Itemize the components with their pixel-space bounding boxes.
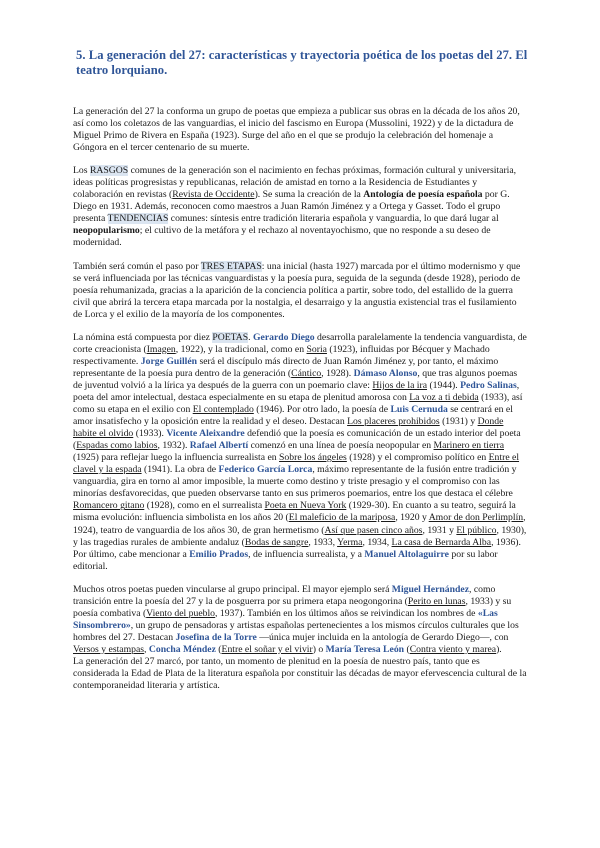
work-title: Imagen <box>146 343 176 355</box>
author-name: Jorge Guillén <box>140 355 198 367</box>
work-title: Los placeres prohibidos <box>347 416 440 428</box>
highlight-rasgos: RASGOS <box>89 165 129 177</box>
work-title: Yerma <box>337 536 363 548</box>
paragraph-rasgos: Los RASGOS comunes de la generación son el nacimiento en fechas próximas, formación cultural y universitaria, ideas políticas progresistas y republicanas, relación de amistad en torno a la Residencia de Estudiantes y colaboración en revistas (Revista de Occidente). Se suma la creación de la Antología de poesía española por G. Diego en 1931. Además, reconocen como maestros a Juan Ramón Jiménez y a Ortega y Gasset. Todo el grupo presenta TENDENCIAS comunes: síntesis entre tradición literaria española y vanguardia, lo que dará lugar al neopopularismo; el cultivo de la metáfora y el rechazo al noventayochismo, que no responde a su deseo de modernidad. <box>73 165 517 249</box>
work-title: Así que pasen cinco años <box>324 524 423 536</box>
work-title: Contra viento y marea <box>409 643 497 655</box>
author-name: Federico García Lorca <box>218 464 313 476</box>
highlight-poetas: POETAS <box>212 331 249 343</box>
work-title: Espadas como labios <box>76 440 158 452</box>
section-heading: 5. La generación del 27: características y trayectoria poética de los poetas del 27. El teatro lorquiano. <box>76 48 528 77</box>
author-name: Emilio Prados <box>189 548 249 560</box>
work-title: Poeta en Nueva York <box>264 500 347 512</box>
work-title: Marinero en tierra <box>433 440 504 452</box>
work-title: Versos y estampas <box>73 643 145 655</box>
work-title: Perito en lunas <box>407 595 466 607</box>
author-name: María Teresa León <box>325 643 405 655</box>
work-title: Entre el clavel y la espada <box>73 452 520 476</box>
author-name: Luis Cernuda <box>390 404 448 416</box>
work-title: Sobre los ángeles <box>279 452 347 464</box>
paragraph-etapas: También será común el paso por TRES ETAPAS: una inicial (hasta 1927) marcada por el último modernismo y que se verá influenciada por las técnicas vanguardistas y la poesía pura, seguida de la segunda (desde 1928), periodo de poesía rehumanizada, gracias a la aparición de la conciencia política a partir, sobre todo, del estallido de la guerra civil que abrirá la tercera etapa marcada por la nostalgia, el desarraigo y la angustia existencial tras el fusilamiento de Lorca y el exilio de la mayoría de los componentes. <box>73 260 521 320</box>
paragraph-conclusion: La generación del 27 marcó, por tanto, un momento de plenitud en la poesía de nuestro país, tanto que es considerada la Edad de Plata de la literatura española por constituir las décadas de mayor efervescencia cultural de la contemporaneidad literaria y artística. <box>73 655 527 692</box>
author-name: Dámaso Alonso <box>353 367 418 379</box>
author-name: Josefina de la Torre <box>175 631 257 643</box>
bold-term: neopopularismo <box>73 225 140 237</box>
work-title: Romancero gitano <box>73 500 145 512</box>
group-name: «Las Sinsombrero» <box>73 607 498 631</box>
bold-term: Antología de poesía española <box>363 189 483 201</box>
work-title: Hijos de la ira <box>372 379 428 391</box>
work-title: Entre el soñar y el vivir <box>221 643 313 655</box>
author-name: Concha Méndez <box>148 643 216 655</box>
work-title: El contemplado <box>192 404 254 416</box>
work-title: La voz a ti debida <box>409 391 479 403</box>
work-title: El maleficio de la mariposa <box>288 512 396 524</box>
work-title: Revista de Occidente <box>172 189 255 201</box>
author-name: Vicente Aleixandre <box>166 428 245 440</box>
work-title: Amor de don Perlimplín <box>428 512 524 524</box>
work-title: Cántico <box>291 367 322 379</box>
work-title: La casa de Bernarda Alba <box>391 536 492 548</box>
work-title: Donde habite el olvido <box>73 416 504 440</box>
work-title: Viento del pueblo <box>146 607 216 619</box>
author-name: Miguel Hernández <box>391 583 470 595</box>
work-title: Bodas de sangre <box>244 536 309 548</box>
paragraph-otros: Muchos otros poetas pueden vincularse al grupo principal. El mayor ejemplo será Miguel Hernández, como transición entre la poesía del 27 y la de posguerra por su primera etapa neogongorina (Perito en lunas, 1933) y su poesía combativa (Viento del pueblo, 1937). También en los últimos años se reivindican los nombres de «Las Sinsombrero», un grupo de pensadoras y artistas españolas pertenecientes a los mismos círculos culturales que los hombres del 27. Destacan Josefina de la Torre —única mujer incluida en la antología de Gerardo Diego—, con Versos y estampas, Concha Méndez (Entre el soñar y el vivir) o María Teresa León (Contra viento y marea). <box>73 583 519 655</box>
highlight-etapas: TRES ETAPAS <box>200 260 262 272</box>
author-name: Gerardo Diego <box>253 331 315 343</box>
author-name: Pedro Salinas <box>460 379 517 391</box>
paragraph-intro: La generación del 27 la conforma un grupo de poetas que empieza a publicar sus obras en la década de los años 20, así como los coletazos de las vanguardias, el inicio del fascismo en Europa (Mussolini, 1922) y de la dictadura de Miguel Primo de Rivera en España (1923). Surge del año en el que se produjo la celebración del homenaje a Góngora en el tercer centenario de su muerte. <box>73 106 520 154</box>
author-name: Manuel Altolaguirre <box>364 548 449 560</box>
highlight-tendencias: TENDENCIAS <box>107 213 169 225</box>
work-title: El público <box>456 524 497 536</box>
paragraph-poetas: La nómina está compuesta por diez POETAS. Gerardo Diego desarrolla paralelamente la tendencia vanguardista, de corte creacionista (Imagen, 1922), y la tradicional, como en Soria (1923), influidas por Bécquer y Machado respectivamente. Jorge Guillén será el discípulo más directo de Juan Ramón Jiménez y, por tanto, el máximo representante de la poesía pura dentro de la generación (Cántico, 1928). Dámaso Alonso, que tras algunos poemas de juventud volvió a la lírica ya después de la guerra con un poemario clave: Hijos de la ira (1944). Pedro Salinas, poeta del amor intelectual, destaca especialmente en su etapa de plenitud amorosa con La voz a ti debida (1933), así como su etapa en el exilio con El contemplado (1946). Por otro lado, la poesía de Luis Cernuda se centrará en el amor insatisfecho y la oposición entre la realidad y el deseo. Destacan Los placeres prohibidos (1931) y Donde habite el olvido (1933). Vicente Aleixandre defendió que la poesía es comunicación de un estado interior del poeta (Espadas como labios, 1932). Rafael Albertí comenzó en una línea de poesía neopopular en Marinero en tierra (1925) para reflejar luego la influencia surrealista en Sobre los ángeles (1928) y el compromiso político en Entre el clavel y la espada (1941). La obra de Federico García Lorca, máximo representante de la fusión entre tradición y vanguardia, gira en torno al amor imposible, la muerte como destino y triste presagio y el compromiso con las minorías desfavorecidas, que pueden observarse tanto en sus primeros poemarios, entre los que destaca el célebre Romancero gitano (1928), como en el surrealista Poeta en Nueva York (1929-30). En cuanto a su teatro, seguirá la misma evolución: influencia simbolista en los años 20 (El maleficio de la mariposa, 1920 y Amor de don Perlimplín, 1924), teatro de vanguardia de los años 30, de gran hermetismo (Así que pasen cinco años, 1931 y El público, 1930), y las tragedias rurales de ambiente andaluz (Bodas de sangre, 1933, Yerma, 1934, La casa de Bernarda Alba, 1936). Por último, cabe mencionar a Emilio Prados, de influencia surrealista, y a Manuel Altolaguirre por su labor editorial. <box>73 331 527 572</box>
work-title: Soria <box>306 343 327 355</box>
author-name: Rafael Albertí <box>189 440 249 452</box>
